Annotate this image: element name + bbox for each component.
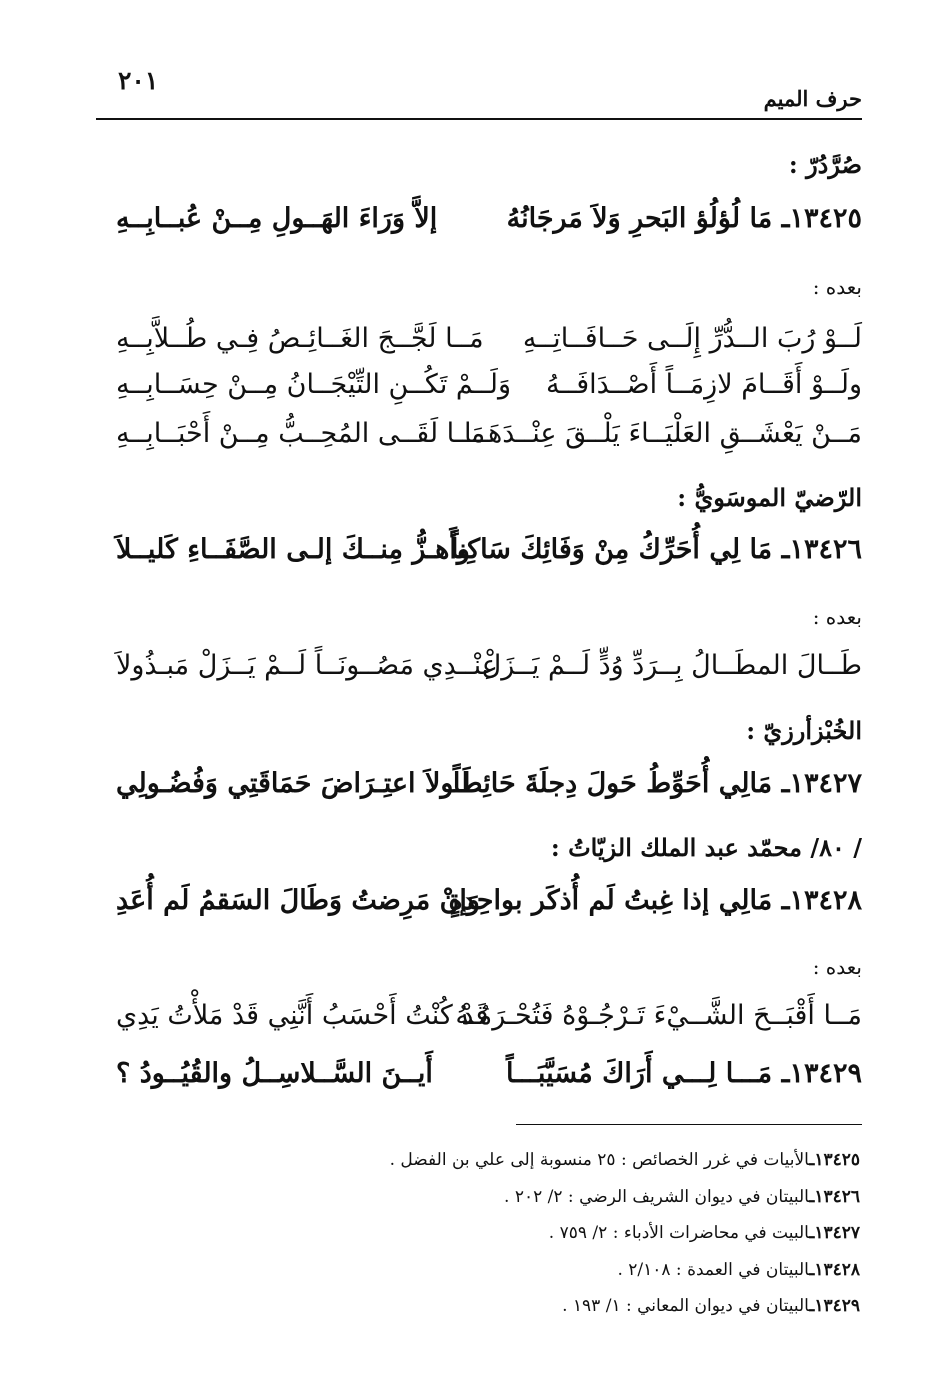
verse-second-hemistich: لَـولاَ اعتِـرَاضَ حَمَاقَتِي وَفُضُـولِي xyxy=(116,768,471,799)
verse-13429 xyxy=(96,1058,862,1106)
verse-first-hemistich: ١٣٤٢٧ـ مَالِي أُحَوِّطُ حَولَ دِجلَةَ حَائِطاً xyxy=(452,768,862,799)
poet-name: صُرَّدُرّ : xyxy=(788,150,862,179)
verse-13426 xyxy=(96,534,862,582)
verse-second-hemistich: عِنْــدِي مَصُــونَــاً لَــمْ يَــزَلْ مَبـذُولاَ xyxy=(116,650,498,681)
chapter-title: حرف الميم xyxy=(763,86,862,111)
verse-first-hemistich: مَــا أَقْبَــحَ الشَّــيْءَ تَـرْجُـوْهُ فَتُحْـرَمُـهُ xyxy=(455,1000,862,1031)
verse-number: ١٣٤٢٧ـ xyxy=(781,768,862,799)
verse-number: ١٣٤٢٥ـ xyxy=(781,203,862,234)
verse-second-hemistich: مَــا لَقَــى المُحِــبُّ مِــنْ أَحْبَــابِــهِ xyxy=(116,418,486,449)
footnote-text: الأبيات في غرر الخصائص : ٢٥ منسوبة إلى علي بن الفضل . xyxy=(389,1150,810,1170)
after-label: بعده : xyxy=(812,605,862,629)
after-label: بعده : xyxy=(812,955,862,979)
after-label: بعده : xyxy=(812,275,862,299)
footnote-text: البيتان في ديوان الشريف الرضي : ٢/ ٢٠٢ . xyxy=(504,1187,810,1207)
footnote-text: البيتان في العمدة : ٢/١٠٨ . xyxy=(617,1260,810,1280)
verse-second-hemistich: قَدْ كُنْتُ أَحْسَبُ أَنَّنِي قَدْ مَلأْتُ يَدِي xyxy=(116,1000,489,1031)
verse-line xyxy=(96,1000,862,1048)
verse-second-hemistich: مَــا لَجَّــجَ الغَــائِـصُ فِـي طُــلاَّبِــهِ xyxy=(116,323,484,354)
verse-first-hemistich: ١٣٤٢٩ـ مَـــا لِـــي أَرَاكَ مُسَيَّبَـــاً xyxy=(505,1058,862,1089)
footnote xyxy=(96,1296,860,1316)
verse-second-hemistich: أَيــنَ السَّــلاسِــلُ والقُيُــودُ ؟ xyxy=(116,1058,433,1089)
footnote xyxy=(96,1260,860,1280)
footnote-number: ١٣٤٢٨ـ xyxy=(809,1260,860,1280)
verse-13425 xyxy=(96,203,862,251)
footnote xyxy=(96,1187,860,1207)
verse-line xyxy=(96,323,862,371)
verse-first-hemistich: طَــالَ المطَــالُ بِــرَدِّ وُدٍّ لَــمْ يَــزَلْ xyxy=(481,650,862,681)
footnote xyxy=(96,1223,860,1243)
page-number: ٢٠١ xyxy=(118,66,159,95)
verse-line xyxy=(96,369,862,417)
poet-name: / ٨٠/ محمّد عبد الملك الزيّاتُ : xyxy=(550,833,862,862)
verse-first-hemistich: ١٣٤٢٦ـ مَا لِي أُحَرِّكُ مِنْ وَفَائِكَ سَاكِناً xyxy=(450,534,862,565)
page-header xyxy=(96,62,862,120)
footnote-number: ١٣٤٢٦ـ xyxy=(809,1187,860,1207)
verse-number: ١٣٤٢٨ـ xyxy=(781,885,862,916)
verse-second-hemistich: وأَهـزُّ مِنــكَ إلـى الصَّفَــاءِ كَليــلاَ xyxy=(116,534,470,565)
verse-second-hemistich: وَلَــمْ تَكُــنِ التِّيْجَــانُ مِــنْ حِسَــابِــهِ xyxy=(116,369,511,400)
verse-13428 xyxy=(96,885,862,933)
poet-name: الرّضيّ الموسَويُّ : xyxy=(677,483,862,512)
verse-number: ١٣٤٢٩ـ xyxy=(781,1058,862,1089)
verse-first-hemistich: لَــوْ رُبَ الــدُّرِّ إِلَــى حَــافَــاتِــهِ xyxy=(522,323,862,354)
footnote-text: البيتان في ديوان المعاني : ١/ ١٩٣ . xyxy=(562,1296,810,1316)
verse-second-hemistich: إلاَّ وَرَاءَ الهَــولِ مِــنْ عُبــابِــهِ xyxy=(116,203,438,234)
verse-first-hemistich: مَــنْ يَعْشَــقِ العَلْيَــاءَ يَلْــقَ عِنْــدَهَــا xyxy=(463,418,862,449)
footnote-number: ١٣٤٢٥ـ xyxy=(809,1150,860,1170)
verse-number: ١٣٤٢٦ـ xyxy=(781,534,862,565)
verse-first-hemistich: ولَــوْ أَقَــامَ لازِمَــاً أَصْــدَافَــهُ xyxy=(545,369,862,400)
footnote-divider xyxy=(516,1124,862,1125)
footnote xyxy=(96,1150,860,1170)
footnote-number: ١٣٤٢٩ـ xyxy=(809,1296,860,1316)
verse-first-hemistich: ١٣٤٢٥ـ مَا لُؤلُؤ البَحرِ وَلاَ مَرجَانُهُ xyxy=(506,203,862,234)
verse-line xyxy=(96,418,862,466)
footnote-text: البيت في محاضرات الأدباء : ٢/ ٧٥٩ . xyxy=(548,1223,810,1243)
poet-name: الخُبْزأرزيّ : xyxy=(746,716,862,745)
verse-second-hemistich: وَإنْ مَرِضتُ وَطَالَ السَقمُ لَم أُعَدِ xyxy=(116,885,480,916)
verse-line xyxy=(96,650,862,698)
verse-first-hemistich: ١٣٤٢٨ـ مَالِي إذا غِبتُ لَم أُذكَر بواحِدةٍ xyxy=(448,885,862,916)
footnote-number: ١٣٤٢٧ـ xyxy=(809,1223,860,1243)
verse-13427 xyxy=(96,768,862,816)
